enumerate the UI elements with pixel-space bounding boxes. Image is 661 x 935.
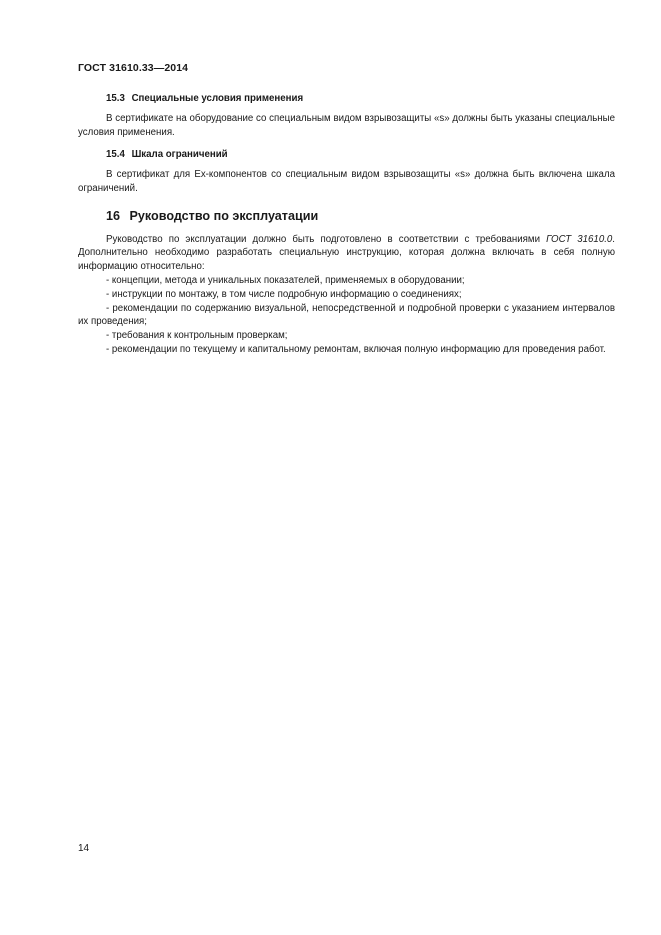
section-15-4-title: Шкала ограничений xyxy=(131,149,228,161)
list-item: - требования к контрольным проверкам; xyxy=(106,330,288,342)
section-16-intro-start: Руководство по эксплуатации должно быть подготовлено в соответствии с требованиями xyxy=(106,233,547,245)
section-16-intro-end: . Дополнительно необходимо разработать специальную инструкцию, которая должна включать в себя полную информацию относительно: xyxy=(78,233,615,273)
list-item: - рекомендации по содержанию визуальной, непосредственной и подробной проверки с указанием интервалов их проведения; xyxy=(78,302,615,328)
section-16-title: Руководство по эксплуатации xyxy=(129,208,319,223)
section-15-3 xyxy=(78,92,615,139)
list-item: - инструкции по монтажу, в том числе подробную информацию о соединениях; xyxy=(106,288,462,300)
standard-reference: ГОСТ 31610.0 xyxy=(546,233,613,245)
list-item: - рекомендации по текущему и капитальному ремонтам, включая полную информацию для проведения работ. xyxy=(106,343,606,355)
section-16-number: 16 xyxy=(106,208,121,223)
section-15-3-number: 15.3 xyxy=(106,93,125,104)
section-16 xyxy=(78,210,615,357)
list-item: - концепции, метода и уникальных показателей, применяемых в оборудовании; xyxy=(106,274,465,286)
section-15-3-heading xyxy=(78,92,615,106)
section-15-4 xyxy=(78,148,615,195)
section-15-3-text: В сертификате на оборудование со специальным видом взрывозащиты «s» должны быть указаны специальные условия применения. xyxy=(78,112,615,138)
section-15-4-heading xyxy=(78,148,615,162)
section-15-4-number: 15.4 xyxy=(106,149,125,161)
section-16-heading xyxy=(78,210,615,224)
section-16-intro xyxy=(78,233,615,274)
document-header: ГОСТ 31610.33—2014 xyxy=(78,62,189,74)
requirements-list xyxy=(78,274,615,357)
page-number: 14 xyxy=(78,843,90,854)
page-content xyxy=(78,92,615,357)
section-15-4-text: В сертификат для Ex-компонентов со специальным видом взрывозащиты «s» должна быть включена шкала ограничений. xyxy=(78,169,615,194)
section-15-3-title: Специальные условия применения xyxy=(131,93,304,104)
